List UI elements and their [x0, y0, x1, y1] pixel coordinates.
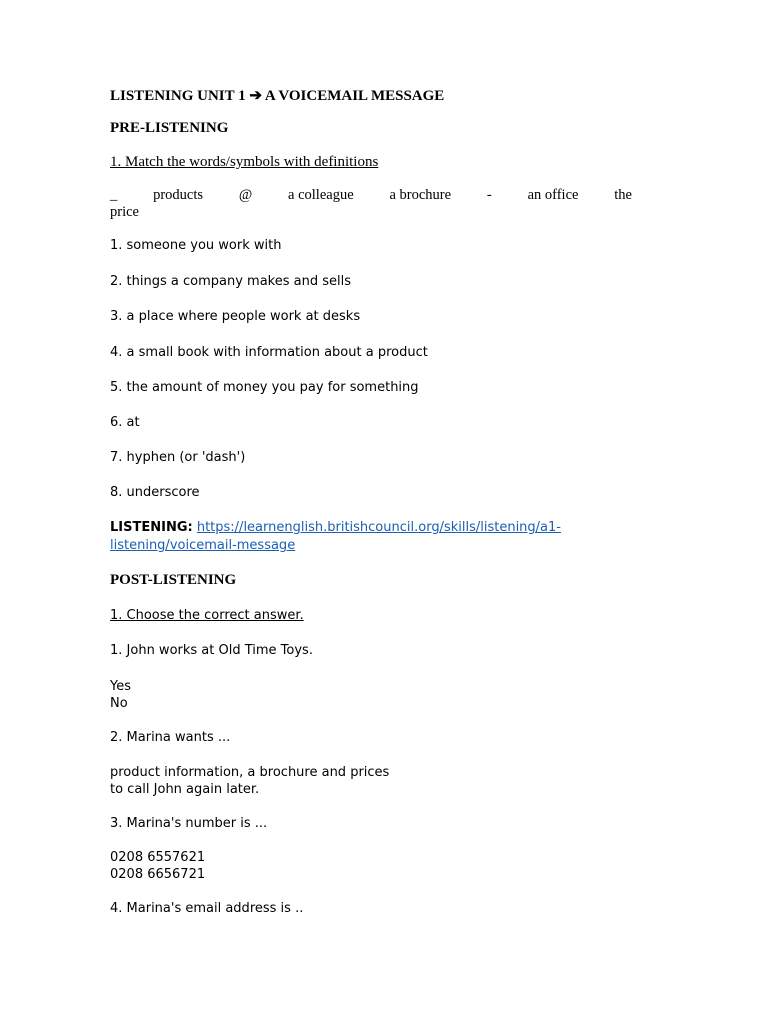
word-bank-row: [110, 187, 632, 204]
question-1: 1. John works at Old Time Toys.: [110, 643, 313, 658]
word-bank-item: price: [110, 204, 139, 220]
listening-url-part: https://learnenglish.britishcouncil.org/skills/listening/a1-: [196, 520, 561, 535]
document-title: LISTENING UNIT 1 ➔ A VOICEMAIL MESSAGE: [110, 88, 445, 104]
definition-item: 4. a small book with information about a product: [110, 345, 428, 360]
answer-option: No: [110, 696, 128, 711]
definition-item: 7. hyphen (or 'dash'): [110, 450, 246, 465]
answer-option: 0208 6557621: [110, 850, 206, 865]
definition-item: 8. underscore: [110, 485, 200, 500]
question-1-options: [110, 678, 131, 712]
word-bank-item: @: [238, 187, 253, 203]
question-2: 2. Marina wants ...: [110, 730, 231, 745]
pre-listening-task: 1. Match the words/symbols with definitions: [110, 154, 379, 170]
listening-line: [110, 519, 570, 555]
word-bank-item: the: [614, 187, 632, 203]
answer-option: product information, a brochure and prices: [110, 765, 390, 780]
pre-listening-heading: PRE-LISTENING: [110, 120, 229, 136]
word-bank-item: -: [486, 187, 492, 203]
post-listening-heading: POST-LISTENING: [110, 572, 237, 588]
answer-option: to call John again later.: [110, 782, 260, 797]
listening-url-part: listening/voicemail-message: [110, 538, 296, 553]
post-listening-task: 1. Choose the correct answer.: [110, 608, 304, 623]
question-2-options: [110, 764, 389, 798]
word-bank-item: a brochure: [389, 187, 452, 203]
word-bank: [110, 187, 632, 221]
definition-item: 2. things a company makes and sells: [110, 274, 351, 289]
definition-item: 6. at: [110, 415, 140, 430]
listening-label: LISTENING:: [110, 520, 193, 535]
word-bank-item: an office: [527, 187, 579, 203]
word-bank-item: _: [110, 187, 118, 203]
question-3: 3. Marina's number is ...: [110, 816, 268, 831]
definition-item: 1. someone you work with: [110, 238, 282, 253]
word-bank-item: products: [153, 187, 204, 203]
question-3-options: [110, 849, 205, 883]
answer-option: 0208 6656721: [110, 867, 206, 882]
definition-item: 5. the amount of money you pay for something: [110, 380, 419, 395]
question-4: 4. Marina's email address is ..: [110, 901, 304, 916]
answer-option: Yes: [110, 679, 131, 694]
definition-item: 3. a place where people work at desks: [110, 309, 361, 324]
word-bank-item: a colleague: [288, 187, 354, 203]
